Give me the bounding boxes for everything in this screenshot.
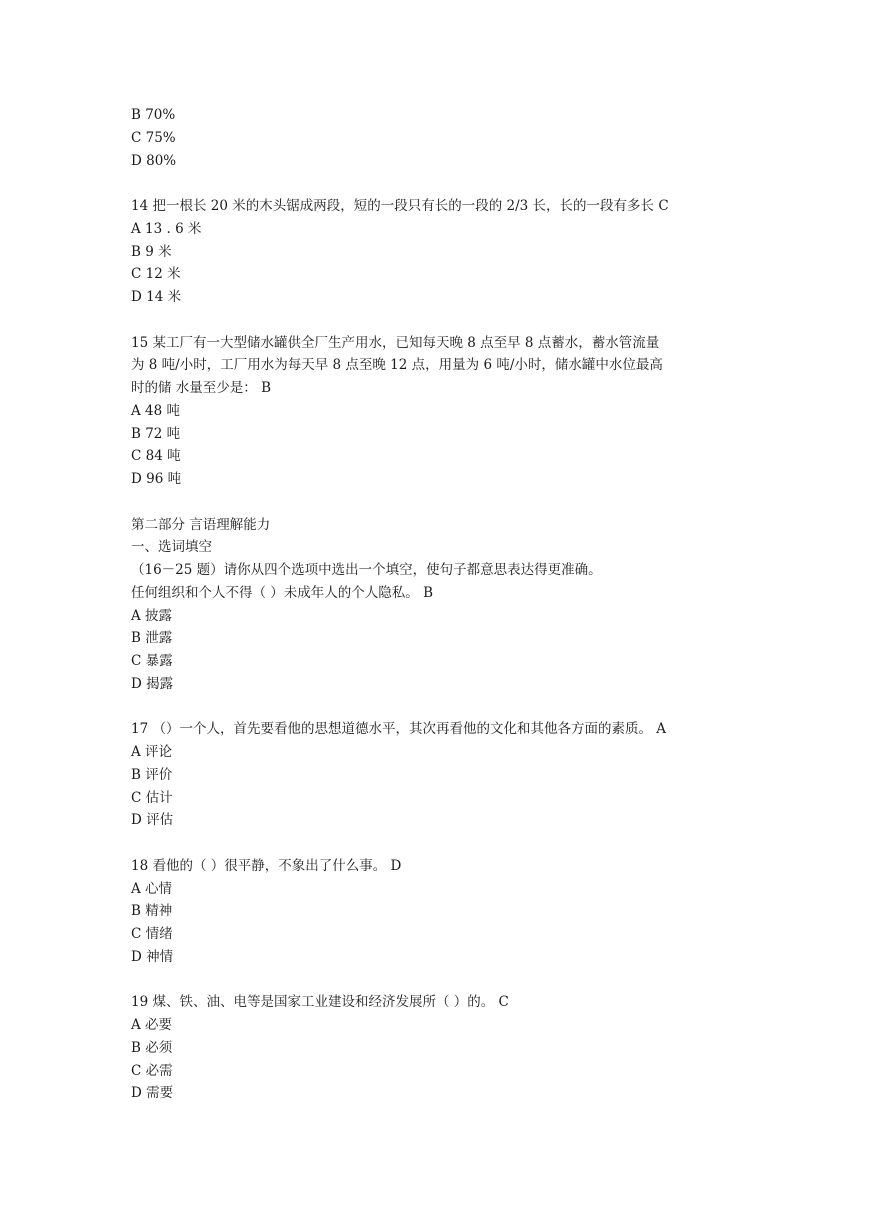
question-text: 19 煤、铁、油、电等是国家工业建设和经济发展所（ ）的。 C bbox=[131, 994, 509, 1011]
option-a: A 13 . 6 米 bbox=[131, 220, 202, 237]
spacer bbox=[131, 309, 751, 332]
option-c: C 情绪 bbox=[131, 926, 173, 942]
option-c: C 12 米 bbox=[131, 266, 181, 283]
option-b: B 70% bbox=[131, 107, 176, 123]
question-text: 18 看他的（ ）很平静，不象出了什么事。 D bbox=[131, 857, 402, 874]
question-text: 任何组织和个人不得（ ）未成年人的个人隐私。 B bbox=[131, 584, 434, 601]
option-d: D 14 米 bbox=[131, 289, 182, 305]
option-c: C 84 吨 bbox=[131, 448, 181, 465]
question-15 bbox=[131, 332, 751, 491]
option-d: D 评估 bbox=[131, 812, 174, 829]
question-text: 17 （）一个人，首先要看他的思想道德水平，其次再看他的文化和其他各方面的素质。 A bbox=[131, 721, 667, 738]
question-17 bbox=[131, 718, 751, 832]
option-c: C 必需 bbox=[131, 1062, 173, 1079]
question-14 bbox=[131, 195, 751, 309]
option-b: B 必须 bbox=[131, 1039, 173, 1056]
section-subtitle: 一、选词填空 bbox=[131, 539, 212, 556]
question-13-options bbox=[131, 104, 751, 172]
section-2-header bbox=[131, 514, 751, 582]
option-b: B 泄露 bbox=[131, 630, 173, 647]
question-18 bbox=[131, 855, 751, 969]
option-a: A 心情 bbox=[131, 880, 173, 897]
spacer bbox=[131, 696, 751, 719]
option-d: D 80% bbox=[131, 152, 177, 169]
option-a: A 披露 bbox=[131, 607, 173, 624]
option-d: D 需要 bbox=[131, 1085, 174, 1102]
option-d: D 神情 bbox=[131, 948, 174, 965]
option-a: A 评论 bbox=[131, 744, 173, 760]
option-b: B 72 吨 bbox=[131, 425, 181, 442]
spacer bbox=[131, 832, 751, 855]
option-d: D 揭露 bbox=[131, 675, 174, 692]
option-a: A 必要 bbox=[131, 1017, 173, 1033]
option-b: B 评价 bbox=[131, 766, 173, 783]
question-text-line-1: 15 某工厂有一大型储水罐供全厂生产用水，已知每天晚 8 点至早 8 点蓄水，蓄水管流量 bbox=[131, 334, 660, 351]
option-a: A 48 吨 bbox=[131, 402, 181, 419]
question-16 bbox=[131, 582, 751, 696]
option-c: C 暴露 bbox=[131, 653, 173, 669]
section-title: 第二部分 言语理解能力 bbox=[131, 516, 271, 533]
section-instruction: （16－25 题）请你从四个选项中选出一个填空，使句子都意思表达得更准确。 bbox=[131, 562, 602, 578]
option-c: C 估计 bbox=[131, 789, 173, 806]
question-text-line-2: 为 8 吨/小时，工厂用水为每天早 8 点至晚 12 点，用量为 6 吨/小时，储水罐中水位最高 bbox=[131, 357, 663, 374]
option-b: B 精神 bbox=[131, 903, 173, 920]
option-d: D 96 吨 bbox=[131, 471, 182, 487]
spacer bbox=[131, 172, 751, 195]
question-text-line-3: 时的储 水量至少是： B bbox=[131, 380, 272, 396]
spacer bbox=[131, 969, 751, 992]
document-page bbox=[131, 104, 751, 1105]
option-b: B 9 米 bbox=[131, 243, 172, 260]
option-c: C 75% bbox=[131, 129, 176, 146]
spacer bbox=[131, 491, 751, 514]
question-19 bbox=[131, 991, 751, 1105]
question-text: 14 把一根长 20 米的木头锯成两段，短的一段只有长的一段的 2/3 长，长的一段有多长 C bbox=[131, 198, 669, 214]
